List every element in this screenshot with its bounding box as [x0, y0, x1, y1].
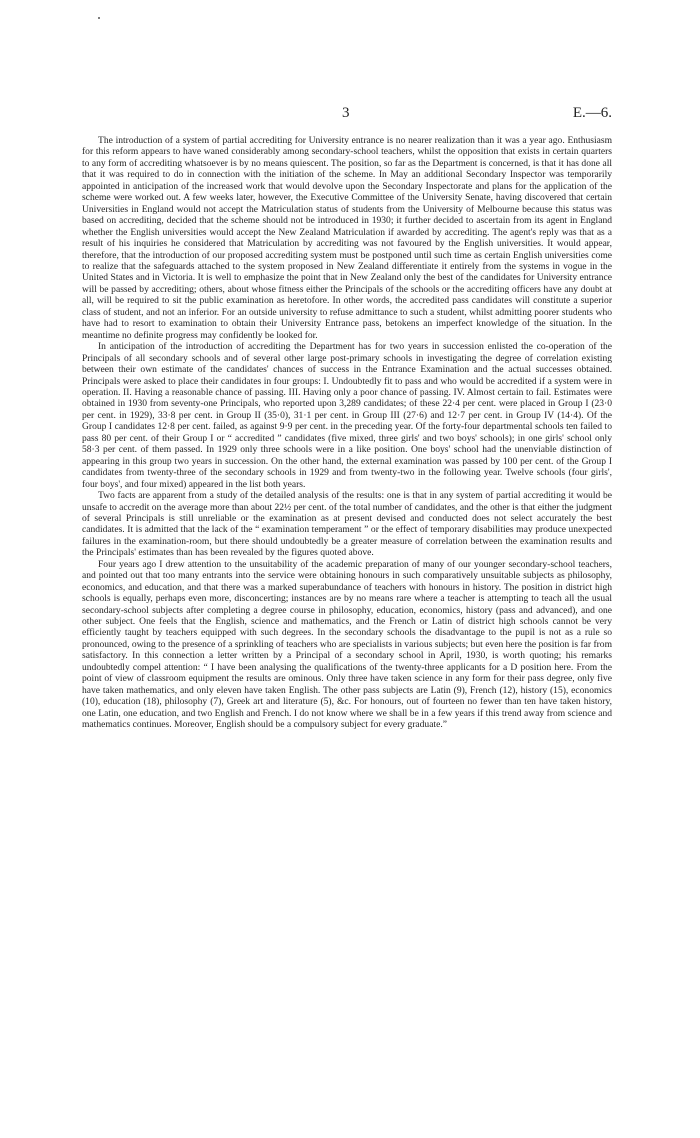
page-number: 3 [342, 105, 350, 121]
scan-speck [98, 17, 100, 19]
document-reference: E.—6. [572, 105, 612, 121]
paragraph-principals-estimates: In anticipation of the introduction of accrediting the Department has for two years in succession enlisted the co-operation of the Principals of all secondary schools and of several other large post-primary schools in investigating the degree of correlation existing between their own estimate of the candidates' chances of success in the Entrance Examination and the actual successes obtained. Principals were asked to place their candidates in four groups: I. Undoubtedly fit to pass and who would be accredited if a system were in operation. II. Having a reasonable chance of passing. III. Having only a poor chance of passing. IV. Almost certain to fail. Estimates were obtained in 1930 from seventy-one Principals, who reported upon 3,289 candidates; of these 22·4 per cent. were placed in Group I (23·0 per cent. in 1929), 33·8 per cent. in Group II (35·0), 31·1 per cent. in Group III (27·6) and 12·7 per cent. in Group IV (14·4). Of the Group I candidates 12·8 per cent. failed, as against 9·9 per cent. in the preceding year. Of the forty-four departmental schools ten failed to pass 80 per cent. of their Group I or “ accredited ” candidates (five mixed, three girls' and two boys' schools); in one girls' school only 58·3 per cent. of them passed. In 1929 only three schools were in a like position. One boys' school had the unenviable distinction of appearing in this group two years in succession. On the other hand, the external examination was passed by 100 per cent. of the Group I candidates from twenty-three of the secondary schools in 1929 and from twenty-two in the following year. Twelve schools (four girls', four boys', and four mixed) appeared in the list both years. [82, 341, 612, 490]
paragraph-teacher-preparation: Four years ago I drew attention to the unsuitability of the academic preparation of many of our younger secondary-school teachers, and pointed out that too many entrants into the service were obtaining honours in such comparatively unsuitable subjects as philosophy, economics, and education, and that there was a marked superabundance of teachers with honours in history. The position in district high schools is equally, perhaps even more, disconcerting; instances are by no means rare where a teacher is attempting to teach all the usual secondary-school subjects after completing a degree course in philosophy, education, economics, history (pass and advanced), and one other subject. One feels that the English, science and mathematics, and the French or Latin of district high schools cannot be very efficiently taught by teachers equipped with such degrees. In the secondary schools the disadvantage to the pupil is not as a rule so pronounced, owing to the presence of a sprinkling of teachers who are specialists in various subjects; but even here the position is far from satisfactory. In this connection a letter written by a Principal of a secondary school in April, 1930, is worth quoting; his remarks undoubtedly compel attention: “ I have been analysing the qualifications of the twenty-three applicants for a D position here. From the point of view of classroom equipment the results are ominous. Only three have taken science in any form for their pass degree, only five have taken mathematics, and only eleven have taken English. The other pass subjects are Latin (9), French (12), history (15), economics (10), education (18), philosophy (7), Greek art and literature (5), &c. For honours, out of fourteen no fewer than ten have taken history, one Latin, one education, and two English and French. I do not know where we shall be in a few years if this trend away from science and mathematics continues. Moreover, English should be a compulsory subject for every graduate.” [82, 558, 612, 731]
paragraph-accrediting: The introduction of a system of partial accrediting for University entrance is no nearer realization than it was a year ago. Enthusiasm for this reform appears to have waned considerably among secondary-school teachers, whilst the opposition that exists in certain quarters to any form of accrediting whatsoever is by no means quiescent. The position, so far as the Department is concerned, is that it has done all that it was required to do in connection with the initiation of the scheme. In May an additional Secondary Inspector was temporarily appointed in anticipation of the increased work that would devolve upon the Secondary Inspectorate and plans for the application of the scheme were worked out. A few weeks later, however, the Executive Committee of the University Senate, having discovered that certain Universities in England would not accept the Matriculation status of students from the University of Melbourne because this status was based on accrediting, decided that the scheme should not be introduced in 1930; it further decided to ascertain from its agent in England whether the English universities would accept the New Zealand Matriculation if awarded by accrediting. The agent's reply was that as a result of his inquiries he considered that Matriculation by accrediting was not favoured by the English universities. It would appear, therefore, that the introduction of our proposed accrediting system must be postponed until such time as certain English universities come to realize that the safeguards attached to the system proposed in New Zealand differentiate it entirely from the systems in vogue in the United States and in Victoria. It is well to emphasize the point that in New Zealand only the best of the candidates for University entrance will be passed by accrediting; others, about whose fitness either the Principals of the schools or the accrediting officers have any doubt at all, will be required to sit the public examination as heretofore. In other words, the accredited pass candidates will constitute a superior class of student, and not an inferior. For an outside university to refuse admittance to such a student, whilst admitting poorer students who have had to resort to examination to obtain their University Entrance pass, betokens an imperfect knowledge of the situation. In the meantime no definite progress may confidently be looked for. [82, 135, 612, 341]
body-text [82, 135, 612, 731]
paragraph-two-facts: Two facts are apparent from a study of the detailed analysis of the results: one is that in any system of partial accrediting it would be unsafe to accredit on the average more than about 22½ per cent. of the total number of candidates, and the other is that either the judgment of several Principals is still unreliable or the examination as at present devised and conducted does not select accurately the best candidates. It is admitted that the lack of the “ examination temperament ” or the effect of temporary disabilities may produce unexpected failures in the examination-room, but there should undoubtedly be a greater measure of correlation between the examination results and the Principals' estimates than has been revealed by the figures quoted above. [82, 490, 612, 559]
page-header [82, 102, 612, 124]
